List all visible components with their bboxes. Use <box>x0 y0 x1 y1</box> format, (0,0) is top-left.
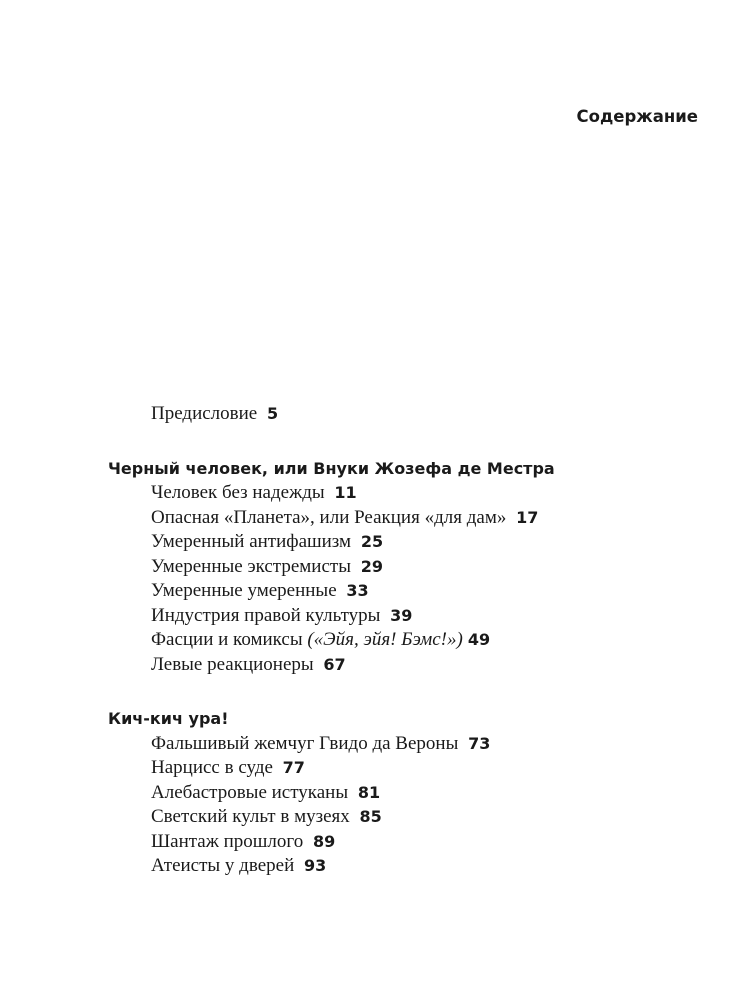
toc-entry-label: Нарцисс в суде <box>151 757 273 778</box>
toc-entry-label: Алебастровые истуканы <box>151 781 349 803</box>
toc-entry-page: 5 <box>266 404 279 423</box>
toc-entry <box>108 805 728 830</box>
toc-entry <box>108 781 728 806</box>
page-title: Содержание <box>576 107 698 126</box>
toc-entry-label: Атеисты у дверей <box>151 855 295 876</box>
toc-entry <box>108 732 728 757</box>
toc-entry-page: 49 <box>467 630 491 649</box>
toc-entry-page: 67 <box>323 654 346 674</box>
section-heading: Черный человек, или Внуки Жозефа де Местра <box>108 458 555 478</box>
toc-entry-label: Фальшивый жемчуг Гвидо да Вероны <box>151 732 459 754</box>
toc-entry-page: 77 <box>282 758 305 777</box>
toc-entry <box>108 653 728 678</box>
toc-entry-preface <box>108 402 728 427</box>
toc-entry-page: 89 <box>312 831 336 851</box>
toc-entry <box>108 830 728 855</box>
toc-entry-label: Умеренные экстремисты <box>151 555 351 577</box>
toc-entry-page: 85 <box>359 807 382 826</box>
toc-entry-label: Предисловие <box>151 403 258 424</box>
toc-entry-label: Умеренный антифашизм <box>151 531 352 552</box>
toc-section-2 <box>108 707 728 879</box>
toc-entry-label: Фасции и комиксы <box>151 629 303 650</box>
toc-entry-label: Шантаж прошлого <box>151 830 304 852</box>
toc-entry-label: Умеренные умеренные <box>151 580 337 601</box>
toc-entry-label: Светский культ в музеях <box>151 806 350 827</box>
toc-entry-page: 39 <box>390 605 413 625</box>
toc-entry-page: 81 <box>357 782 381 802</box>
toc-entry-page: 29 <box>360 556 383 576</box>
section-heading: Кич-кич ура! <box>108 709 229 728</box>
toc-entry <box>108 530 728 555</box>
toc-entry-label: Индустрия правой культуры <box>151 604 381 626</box>
toc-entry <box>108 481 728 506</box>
toc-entry-label-italic: («Эйя, эйя! Бэмс!») <box>307 629 463 650</box>
toc-entry-page: 25 <box>360 532 384 551</box>
table-of-contents <box>108 402 728 879</box>
toc-section-1 <box>108 457 728 678</box>
toc-entry <box>108 628 728 653</box>
toc-entry-label: Человек без надежды <box>151 482 325 503</box>
toc-entry-label: Левые реакционеры <box>151 653 314 675</box>
toc-entry <box>108 756 728 781</box>
toc-entry <box>108 555 728 580</box>
toc-entry <box>108 854 728 879</box>
toc-entry-page: 73 <box>468 733 491 753</box>
toc-entry-page: 17 <box>516 507 539 527</box>
toc-entry <box>108 604 728 629</box>
toc-entry-label: Опасная «Планета», или Реакция «для дам» <box>151 506 507 528</box>
toc-entry-page: 93 <box>304 856 327 875</box>
toc-entry <box>108 579 728 604</box>
toc-entry-page: 11 <box>334 483 357 502</box>
toc-entry <box>108 506 728 531</box>
toc-entry-page: 33 <box>346 581 369 600</box>
